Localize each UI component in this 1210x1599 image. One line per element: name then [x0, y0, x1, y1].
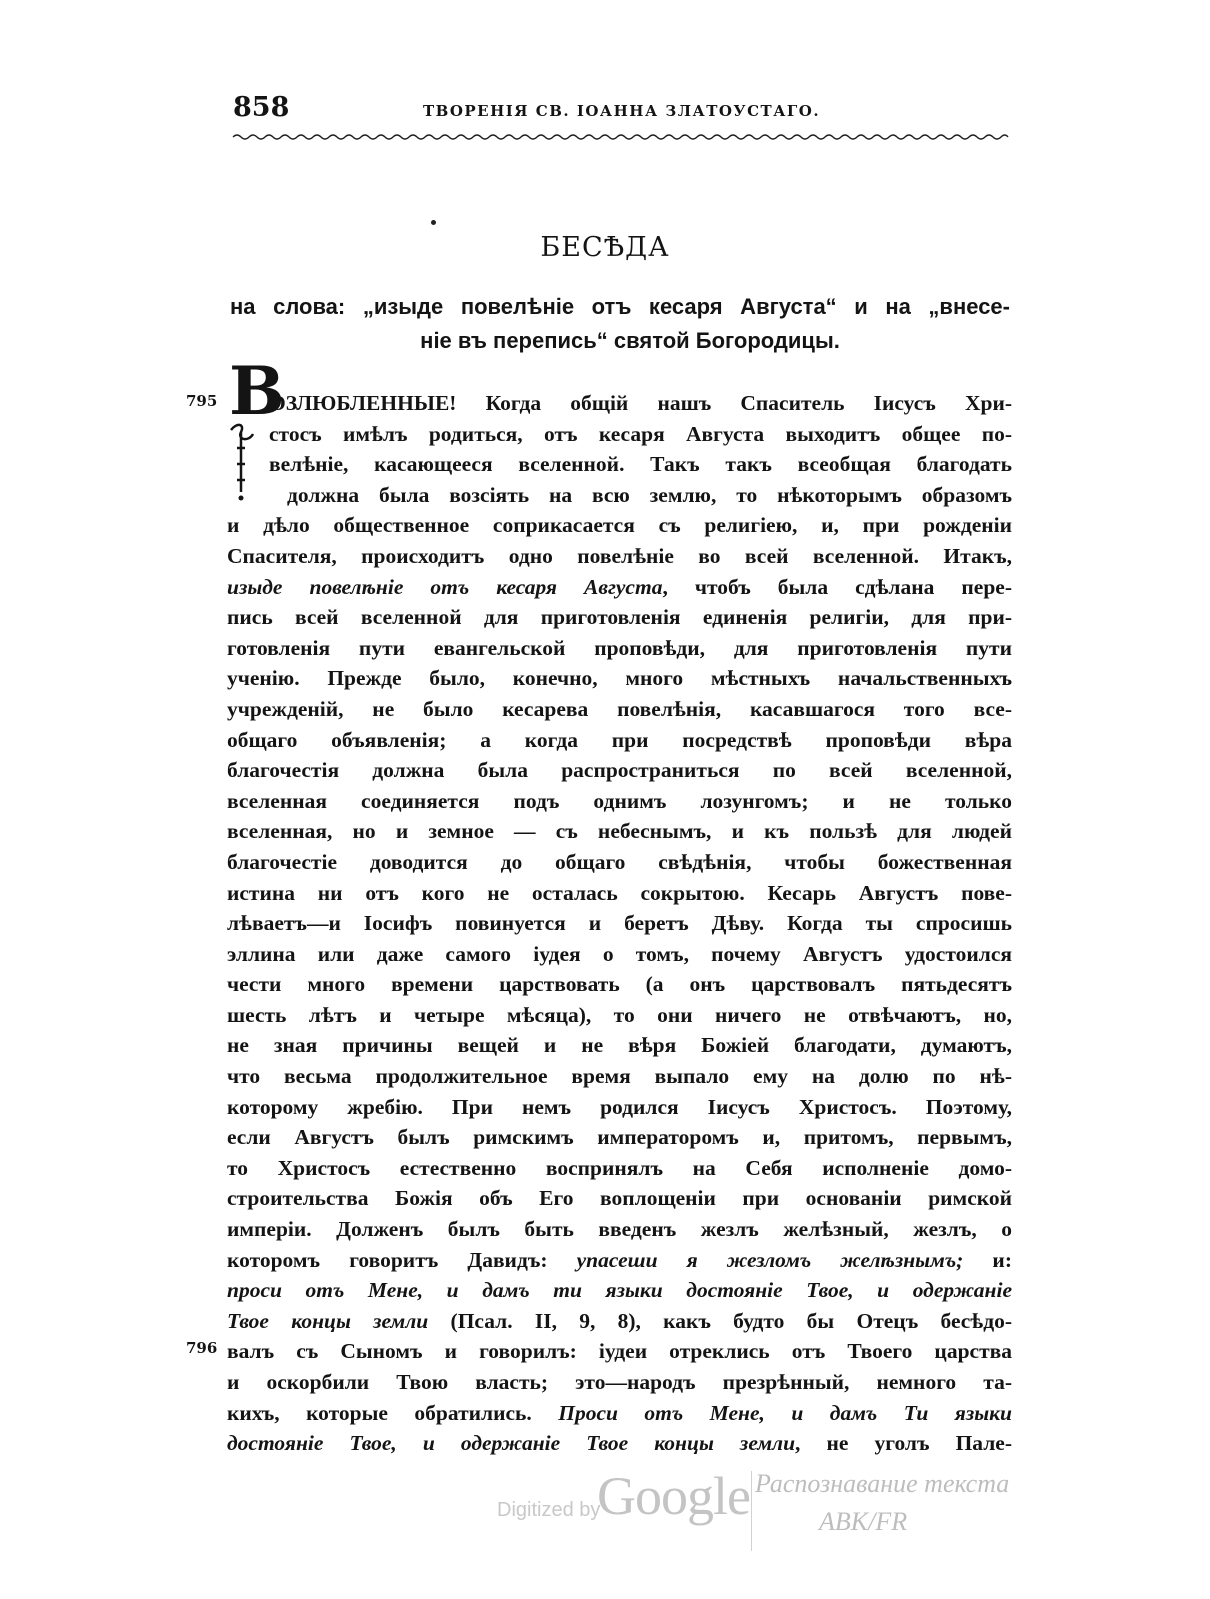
text-line: учрежденій, не было кесарева повелѣнія, касавшагося того все- [227, 696, 1012, 721]
text-line: благочестія должна была распространиться по всей вселенной, [227, 758, 1012, 783]
recognition-label: Распознавание текста [755, 1469, 1010, 1498]
text-line: достояніе Твое, и одержаніе Твое концы земли, не уголъ Пале- [227, 1431, 1012, 1456]
text-line: то Христосъ естественно воспринялъ на Себя исполненіе домо- [227, 1155, 1012, 1180]
margin-number-796: 796 [186, 1339, 218, 1357]
text-line: должна была возсіять на всю землю, то нѣкоторымъ образомъ [287, 482, 1012, 507]
text-line: и дѣло общественное соприкасается съ религіею, и, при рожденіи [227, 513, 1012, 538]
text-line: готовленія пути евангельской проповѣди, для приготовленія пути [227, 635, 1012, 660]
text-line: истина ни отъ кого не осталась сокрытою. Кесарь Августъ пове- [227, 880, 1012, 905]
text-line: благочестіе доводится до общаго свѣдѣнія, чтобы божественная [227, 849, 1012, 874]
page-header [233, 92, 1008, 128]
abk-label: ABK/FR [819, 1507, 908, 1536]
subtitle-line-1: на слова: „изыде повелѣніе отъ кесаря Августа“ и на „внесе- [230, 294, 1010, 319]
digitized-by-label: Digitized by [497, 1499, 601, 1521]
text-line: Твое концы земли (Псал. II, 9, 8), какъ будто бы Отецъ бесѣдо- [227, 1308, 1012, 1333]
margin-number-795: 795 [186, 392, 218, 410]
google-logo: Google [597, 1466, 750, 1526]
text-line: пись всей вселенной для приготовленія единенія религіи, для при- [227, 605, 1012, 630]
text-line: чести много времени царствовать (а онъ царствовалъ пятьдесятъ [227, 972, 1012, 997]
dropcap-letter: В [229, 352, 285, 430]
text-line: которому жребію. При немъ родился Іисусъ Христосъ. Поэтому, [227, 1094, 1012, 1119]
sermon-subtitle [230, 290, 1010, 358]
sermon-title: БЕСѢДА [540, 232, 670, 263]
text-line: вселенная, но и земное — съ небеснымъ, и къ пользѣ для людей [227, 819, 1012, 844]
print-speck [431, 220, 436, 225]
wavy-rule [233, 132, 1008, 142]
watermark-divider [751, 1471, 752, 1551]
text-line: имперіи. Долженъ былъ быть введенъ жезлъ желѣзный, жезлъ, о [227, 1217, 1012, 1242]
text-line: эллина или даже самого іудея о томъ, почему Августъ удостоился [227, 941, 1012, 966]
text-line: шесть лѣтъ и четыре мѣсяца), то они ничего не отвѣчаютъ, но, [227, 1002, 1012, 1027]
sermon-body [227, 388, 1012, 1459]
text-line: кихъ, которые обратились. Проси отъ Мене, и дамъ Ти языки [227, 1400, 1012, 1425]
text-line: не зная причины вещей и не вѣря Божіей благодати, думаютъ, [227, 1033, 1012, 1058]
text-line: валъ съ Сыномъ и говорилъ: іудеи отреклись отъ Твоего царства [227, 1339, 1012, 1364]
text-line: которомъ говоритъ Давидъ: упасеши я жезломъ желѣзнымъ; и: [227, 1247, 1012, 1272]
running-head: ТВОРЕНІЯ СВ. ІОАННА ЗЛАТОУСТАГО. [423, 102, 821, 120]
text-line: изыде повелѣніе отъ кесаря Августа, чтобъ была сдѣлана пере- [227, 574, 1012, 599]
text-line: велѣніе, касающееся вселенной. Такъ такъ всеобщая благодать [269, 452, 1012, 477]
scan-watermark [497, 1465, 1017, 1575]
text-line: Спасителя, происходитъ одно повелѣніе во всей вселенной. Итакъ, [227, 543, 1012, 568]
text-line: если Августъ былъ римскимъ императоромъ и, притомъ, первымъ, [227, 1125, 1012, 1150]
text-line: ОЗЛЮБЛЕННЫЕ! Когда общій нашъ Спаситель Іисусъ Хри- [269, 391, 1012, 415]
subtitle-line-2: ніе въ перепись“ святой Богородицы. [420, 328, 840, 353]
text-line: стосъ имѣлъ родиться, отъ кесаря Августа выходитъ общее по- [269, 421, 1012, 446]
text-line: строительства Божія объ Его воплощеніи при основаніи римской [227, 1186, 1012, 1211]
text-line: проси отъ Мене, и дамъ ти языки достояніе Твое, и одержаніе [227, 1278, 1012, 1303]
text-line: что весьма продолжительное время выпало ему на долю по нѣ- [227, 1064, 1012, 1089]
page-number: 858 [233, 92, 290, 123]
text-line: общаго объявленія; а когда при посредствѣ проповѣди вѣра [227, 727, 1012, 752]
text-line: ученію. Прежде было, конечно, много мѣстныхъ начальственныхъ [227, 666, 1012, 691]
text-line: и оскорбили Твою власть; это—народъ презрѣнный, немного та- [227, 1370, 1012, 1394]
text-line: вселенная соединяется подъ однимъ лозунгомъ; и не только [227, 788, 1012, 813]
text-line: лѣваетъ—и Іосифъ повинуется и беретъ Дѣву. Когда ты спросишь [227, 911, 1012, 936]
